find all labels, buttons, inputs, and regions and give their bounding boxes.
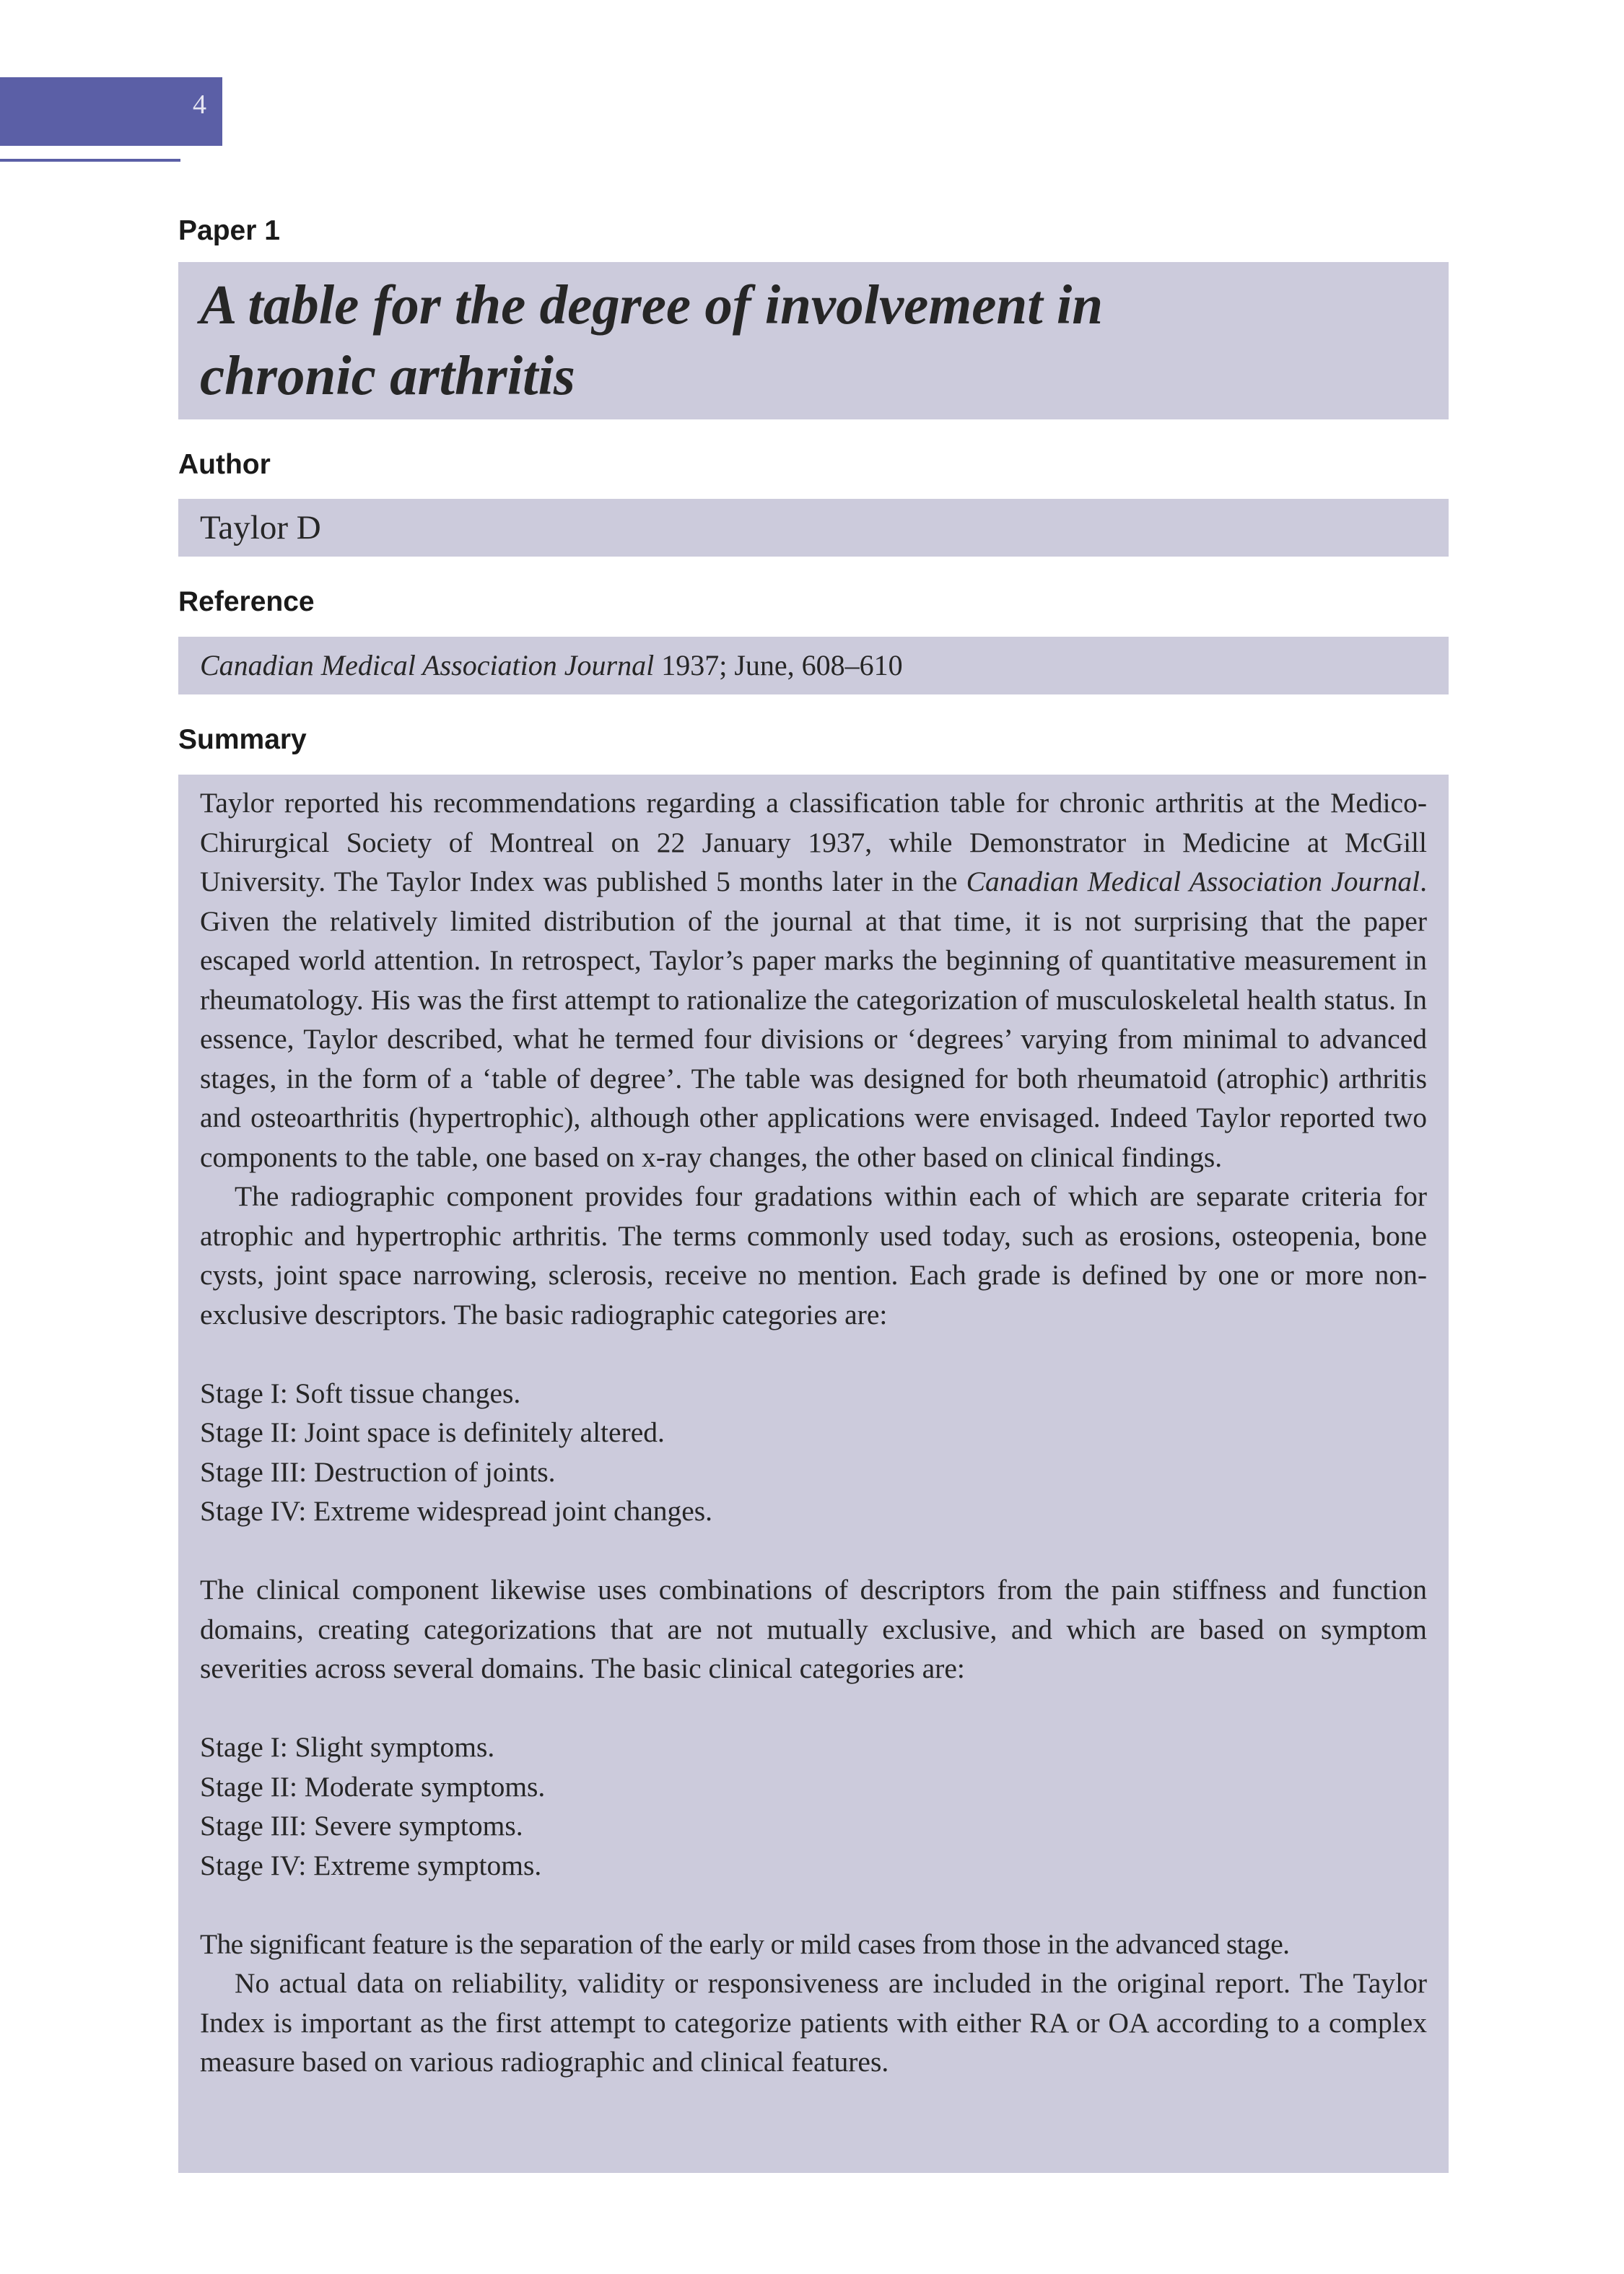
title-box: [178, 262, 1449, 419]
radiographic-stage: Stage III: Destruction of joints.: [200, 1455, 556, 1488]
clinical-stage-list: [200, 1728, 1427, 1885]
summary-paragraph-4: The significant feature is the separation of the early or mild cases from those in the advanced stage.: [200, 1927, 1290, 1960]
summary-p1-text-a: Taylor reported his recommendations regarding a classification table for chronic arthritis at the Medico-Chirurgical Society of Montreal on 22 January 1937, while Demonstrator in Medicine at McGill University. The Taylor Index was published 5 months later in the: [200, 787, 1427, 897]
radiographic-stage: Stage I: Soft tissue changes.: [200, 1377, 521, 1409]
summary-paragraph-2: The radiographic component provides four gradations within each of which are separate criteria for atrophic and hypertrophic arthritis. The terms commonly used today, such as erosions, osteopenia, bone cysts, joint space narrowing, sclerosis, receive no mention. Each grade is defined by one or more non-exclusive descriptors. The basic radiographic categories are:: [200, 1180, 1427, 1330]
reference-journal: Canadian Medical Association Journal: [200, 649, 655, 681]
summary-p1-journal: Canadian Medical Association Journal: [966, 866, 1420, 897]
title-line-2: chronic arthritis: [200, 344, 575, 406]
title-line-1: A table for the degree of involvement in: [200, 274, 1104, 336]
summary-label: Summary: [178, 724, 307, 755]
author-box: [178, 499, 1449, 557]
summary-paragraph-1: [200, 783, 1427, 1177]
clinical-stage: Stage IV: Extreme symptoms.: [200, 1849, 542, 1881]
page-number: 4: [193, 90, 206, 120]
reference-label: Reference: [178, 586, 315, 617]
summary-paragraph-3: The clinical component likewise uses combinations of descriptors from the pain stiffness and function domains, creating categorizations that are not mutually exclusive, and which are based on symptom severities across several domains. The basic clinical categories are:: [200, 1574, 1427, 1684]
clinical-stage: Stage I: Slight symptoms.: [200, 1731, 495, 1763]
summary-box: [178, 775, 1449, 2173]
paper-label: Paper 1: [178, 215, 280, 246]
author-name: Taylor D: [200, 509, 321, 546]
page-number-tab: [0, 77, 222, 146]
radiographic-stage: Stage II: Joint space is definitely altered.: [200, 1416, 665, 1448]
summary-p1-text-b: . Given the relatively limited distribution of the journal at that time, it is not surprising that the paper escaped world attention. In retrospect, Taylor’s paper marks the beginning of quantitative measurement in rheumatology. His was the first attempt to rationalize the categorization of musculoskeletal health status. In essence, Taylor described, what he termed four divisions or ‘degrees’ varying from minimal to advanced stages, in the form of a ‘table of degree’. The table was designed for both rheumatoid (atrophic) arthritis and osteoarthritis (hypertrophic), although other applications were envisaged. Indeed Taylor reported two components to the table, one based on x-ray changes, the other based on clinical findings.: [200, 866, 1428, 1173]
reference-citation: [200, 649, 903, 681]
reference-details: 1937; June, 608–610: [654, 649, 903, 681]
radiographic-stage: Stage IV: Extreme widespread joint changes.: [200, 1495, 713, 1527]
radiographic-stage-list: [200, 1374, 1427, 1531]
header-rule: [0, 159, 180, 162]
reference-box: [178, 637, 1449, 694]
clinical-stage: Stage II: Moderate symptoms.: [200, 1770, 546, 1803]
author-label: Author: [178, 449, 271, 480]
clinical-stage: Stage III: Severe symptoms.: [200, 1810, 523, 1842]
summary-paragraph-5: No actual data on reliability, validity or responsiveness are included in the original report. The Taylor Index is important as the first attempt to categorize patients with either RA or OA according to a complex measure based on various radiographic and clinical features.: [200, 1967, 1427, 2078]
paper-title: [200, 269, 1427, 411]
